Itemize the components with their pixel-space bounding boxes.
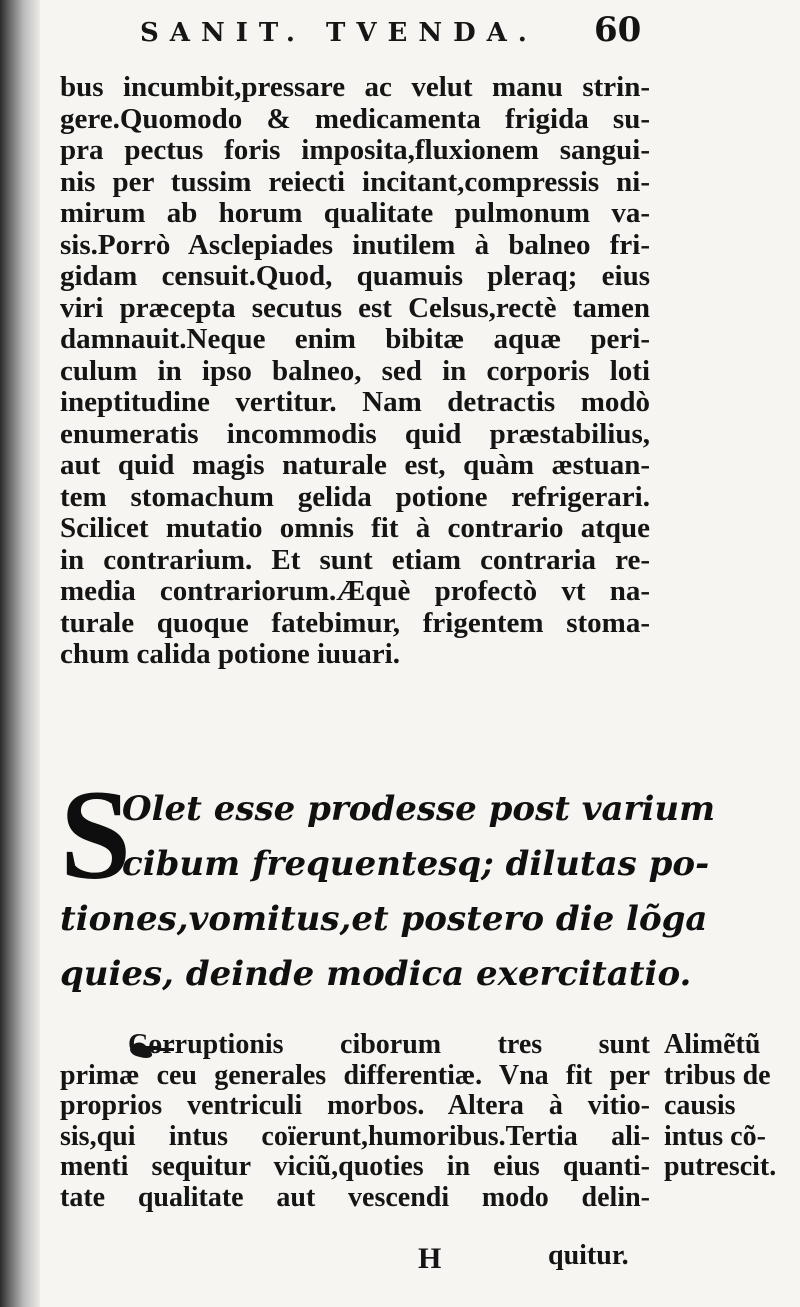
text-line: nis per tussim reiecti incitant,compressis ni-	[60, 165, 650, 198]
text-line: turale quoque fatebimur, frigentem stoma-	[60, 606, 650, 639]
text-line: tate qualitate aut vescendi modo delin-	[60, 1181, 650, 1213]
verse-line: cibum frequentesq; dilutas po-	[122, 844, 710, 884]
text-line: in contrarium. Et sunt etiam contraria re-	[60, 543, 650, 576]
binding-gutter	[0, 0, 40, 1307]
running-head: SANIT. TVENDA.	[140, 18, 538, 48]
drop-capital: S	[60, 764, 132, 906]
verse-block	[60, 764, 716, 1002]
marginal-line: intus cõ-	[664, 1120, 766, 1152]
text-line: pra pectus foris imposita,fluxionem sangui-	[60, 134, 650, 166]
text-line: sis,qui intus coïerunt,humoribus.Tertia ali-	[60, 1120, 650, 1152]
text-line: aut quid magis naturale est, quàm æstuan-	[60, 449, 650, 481]
marginal-line: putrescit.	[664, 1151, 777, 1182]
text-line: enumeratis incommodis quid præstabilius,	[60, 417, 650, 450]
marginal-note	[664, 1030, 794, 1183]
verse-line: quies, deinde modica exercitatio.	[60, 954, 692, 994]
text-line: ineptitudine vertitur. Nam detractis modò	[60, 386, 650, 418]
text-line: gere.Quomodo & medicamenta frigida su-	[60, 102, 650, 135]
page-number: 60	[594, 10, 642, 50]
signature-mark: H	[418, 1242, 442, 1275]
text-line: Corruptionis ciborum tres sunt	[128, 1029, 650, 1060]
text-line: menti sequitur viciũ,quoties in eius quanti-	[60, 1151, 650, 1182]
text-line: damnauit.Neque enim bibitæ aquæ peri-	[60, 323, 650, 355]
marginal-line: causis	[664, 1090, 736, 1121]
text-line: culum in ipso balneo, sed in corporis loti	[60, 354, 650, 387]
text-line: sis.Porrò Asclepiades inutilem à balneo fri-	[60, 228, 650, 261]
text-line: bus incumbit,pressare ac velut manu strin-	[60, 71, 650, 103]
text-line: media contrariorum.Æquè profectò vt na-	[60, 575, 650, 607]
text-line: gidam censuit.Quod, quamuis pleraq; eius	[60, 260, 650, 292]
text-line: Scilicet mutatio omnis fit à contrario atque	[60, 512, 650, 544]
text-line: tem stomachum gelida potione refrigerari.	[60, 480, 650, 513]
text-line: mirum ab horum qualitate pulmonum va-	[60, 197, 650, 229]
marginal-line: Alimẽtũ	[664, 1029, 761, 1060]
text-line: viri præcepta secutus est Celsus,rectè tamen	[60, 291, 650, 324]
commentary-block	[60, 1030, 650, 1213]
verse-line: tiones,vomitus,et postero die lõga	[60, 899, 708, 939]
text-line: primæ ceu generales differentiæ. Vna fit per	[60, 1059, 650, 1091]
text-line: chum calida potione iuuari.	[60, 638, 400, 670]
verse-line: Olet esse prodesse post varium	[122, 789, 716, 829]
marginal-line: tribus de	[664, 1059, 771, 1091]
catchword: quitur.	[548, 1240, 629, 1271]
main-text-block	[60, 72, 650, 671]
text-line: proprios ventriculi morbos. Altera à vitio-	[60, 1090, 650, 1121]
